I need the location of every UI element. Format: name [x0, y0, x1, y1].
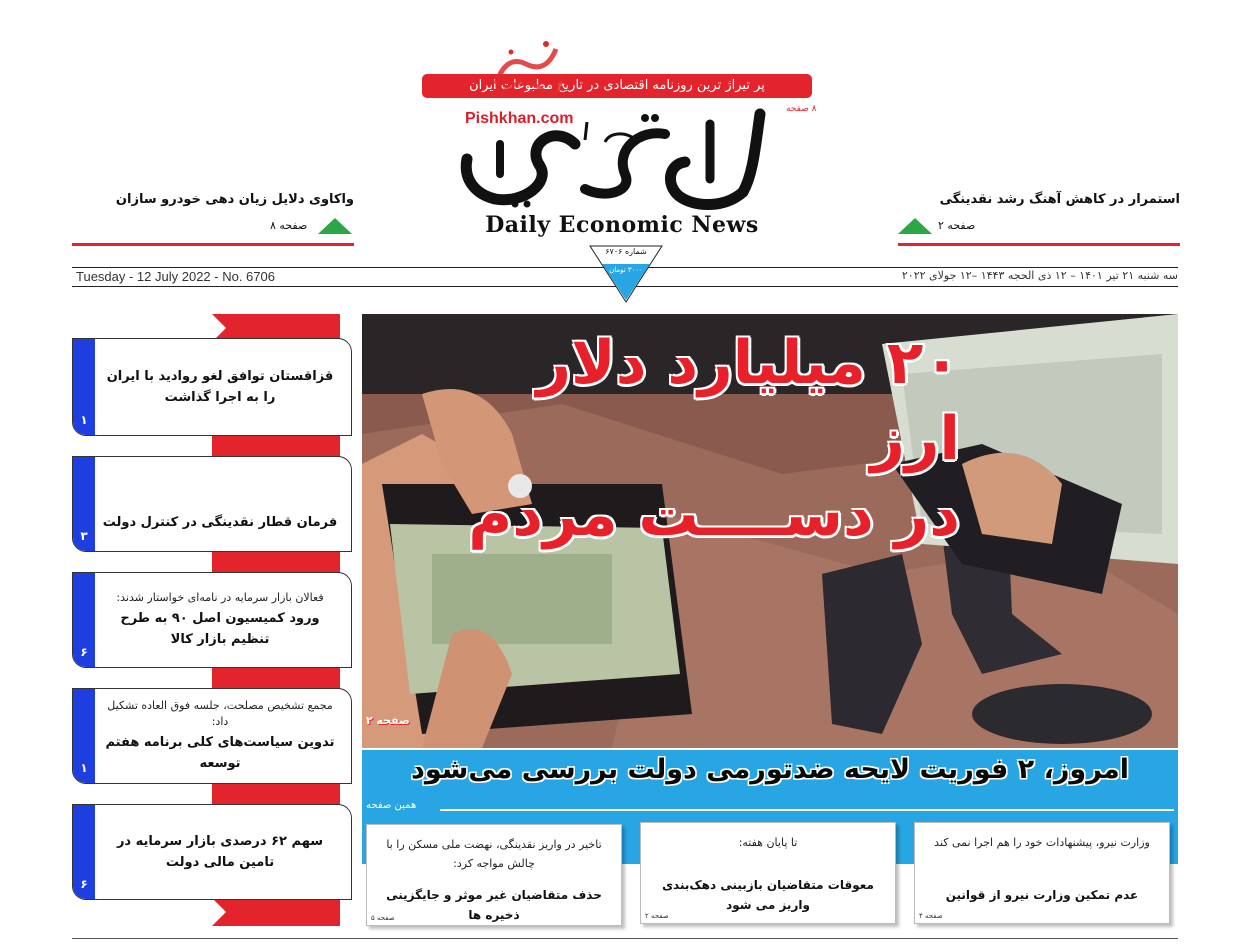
sidebar-story-headline: ورود کمیسیون اصل ۹۰ به طرح تنظیم بازار کالا	[120, 611, 320, 647]
triangle-icon	[898, 218, 932, 234]
story-card-headline: عدم تمکین وزارت نیرو از قوانین	[945, 888, 1139, 902]
teaser-page: صفحه ۲	[938, 219, 976, 232]
band-headline[interactable]: امروز، ۲ فوریت لایحه ضدتورمی دولت بررسی می‌شود	[411, 754, 1129, 785]
divider	[898, 243, 1180, 246]
story-card-kicker: تاخیر در واریز نقدینگی، نهضت ملی مسکن را با چالش مواجه کرد:	[386, 838, 602, 870]
sidebar-story-headline: سهم ۶۲ درصدی بازار سرمایه در تامین مالی دولت	[116, 834, 324, 870]
lead-headline	[440, 325, 960, 553]
teaser-title: استمرار در کاهش آهنگ رشد نقدینگی	[939, 192, 1180, 207]
date-persian: سه شنبه ۲۱ تیر ۱۴۰۱ – ۱۲ ذی الحجه ۱۴۴۳ –۱۲ جولای ۲۰۲۲	[901, 269, 1178, 282]
tagline: پر تیراژ ترین روزنامه اقتصادی در تاریخ مطبوعات ایران	[422, 74, 812, 98]
pages-count: ۸ صفحه	[786, 104, 817, 114]
pishkhan-watermark-text: Pishkhan.com	[465, 110, 574, 127]
story-card[interactable]	[640, 822, 896, 924]
teaser-page: صفحه ۸	[270, 219, 308, 232]
sidebar-story-kicker: فعالان بازار سرمایه در نامه‌ای خواستار شدند:	[116, 591, 324, 604]
sidebar-story-headline: تدوین سیاست‌های کلی برنامه هفتم توسعه	[105, 735, 335, 771]
story-card[interactable]	[914, 822, 1170, 924]
footer-divider	[72, 938, 1178, 939]
teaser-right[interactable]	[898, 192, 1180, 246]
lead-photo-page: صفحه ۲	[366, 714, 410, 727]
story-card-kicker: وزارت نیرو، پیشنهادات خود را هم اجرا نمی کند	[934, 836, 1150, 849]
sidebar-story-page: ۳	[80, 529, 88, 543]
lead-headline-line: ۲۰ میلیارد دلار ارز	[536, 328, 960, 474]
sidebar-story[interactable]	[72, 804, 352, 900]
newspaper-logo-english: Daily Economic News	[485, 212, 759, 238]
teaser-title: واکاوی دلایل زیان دهی خودرو سازان	[115, 192, 354, 207]
teaser-left[interactable]	[72, 192, 354, 246]
newspaper-logo	[455, 104, 785, 214]
sidebar-story[interactable]	[72, 572, 352, 668]
divider	[72, 243, 354, 246]
issue-number: شماره ۶۷۰۶	[605, 247, 647, 256]
sidebar-story-page: ۶	[80, 877, 88, 891]
sidebar-story[interactable]	[72, 338, 352, 436]
story-card-headline: حذف متقاضیان غیر موثر و جایگزینی ذخیره ها	[386, 888, 602, 922]
story-card-page: صفحه ۴	[919, 912, 943, 920]
pishkhan-watermark-logo	[486, 34, 566, 104]
sidebar-story-page: ۶	[80, 645, 88, 659]
story-card-headline: معوقات متقاضیان بازبینی دهک‌بندی واریز می شود	[662, 878, 874, 912]
issue-price: ۳۰۰۰ تومان	[609, 266, 643, 274]
story-card-page: صفحه ۵	[371, 914, 395, 922]
sidebar-story-headline: فرمان قطار نقدینگی در کنترل دولت	[102, 515, 338, 530]
sidebar-story-page: ۱	[80, 761, 88, 775]
lead-headline-line: در دســــت مردم	[468, 480, 960, 550]
sidebar-story[interactable]	[72, 456, 352, 552]
sidebar-story-kicker: مجمع تشخیص مصلحت، جلسه فوق العاده تشکیل داد:	[107, 699, 333, 728]
sidebar-story[interactable]	[72, 688, 352, 784]
sidebar-story-page: ۱	[80, 413, 88, 427]
triangle-icon	[318, 218, 352, 234]
band-page-reference: همین صفحه	[366, 800, 417, 811]
story-card-kicker: تا پایان هفته:	[738, 836, 798, 849]
story-card[interactable]	[366, 824, 622, 926]
date-english: Tuesday - 12 July 2022 - No. 6706	[76, 269, 275, 284]
story-card-page: صفحه ۲	[645, 912, 669, 920]
divider	[440, 809, 1174, 811]
sidebar-story-headline: قزاقستان توافق لغو روادید با ایران را به اجرا گذاشت	[106, 369, 334, 405]
